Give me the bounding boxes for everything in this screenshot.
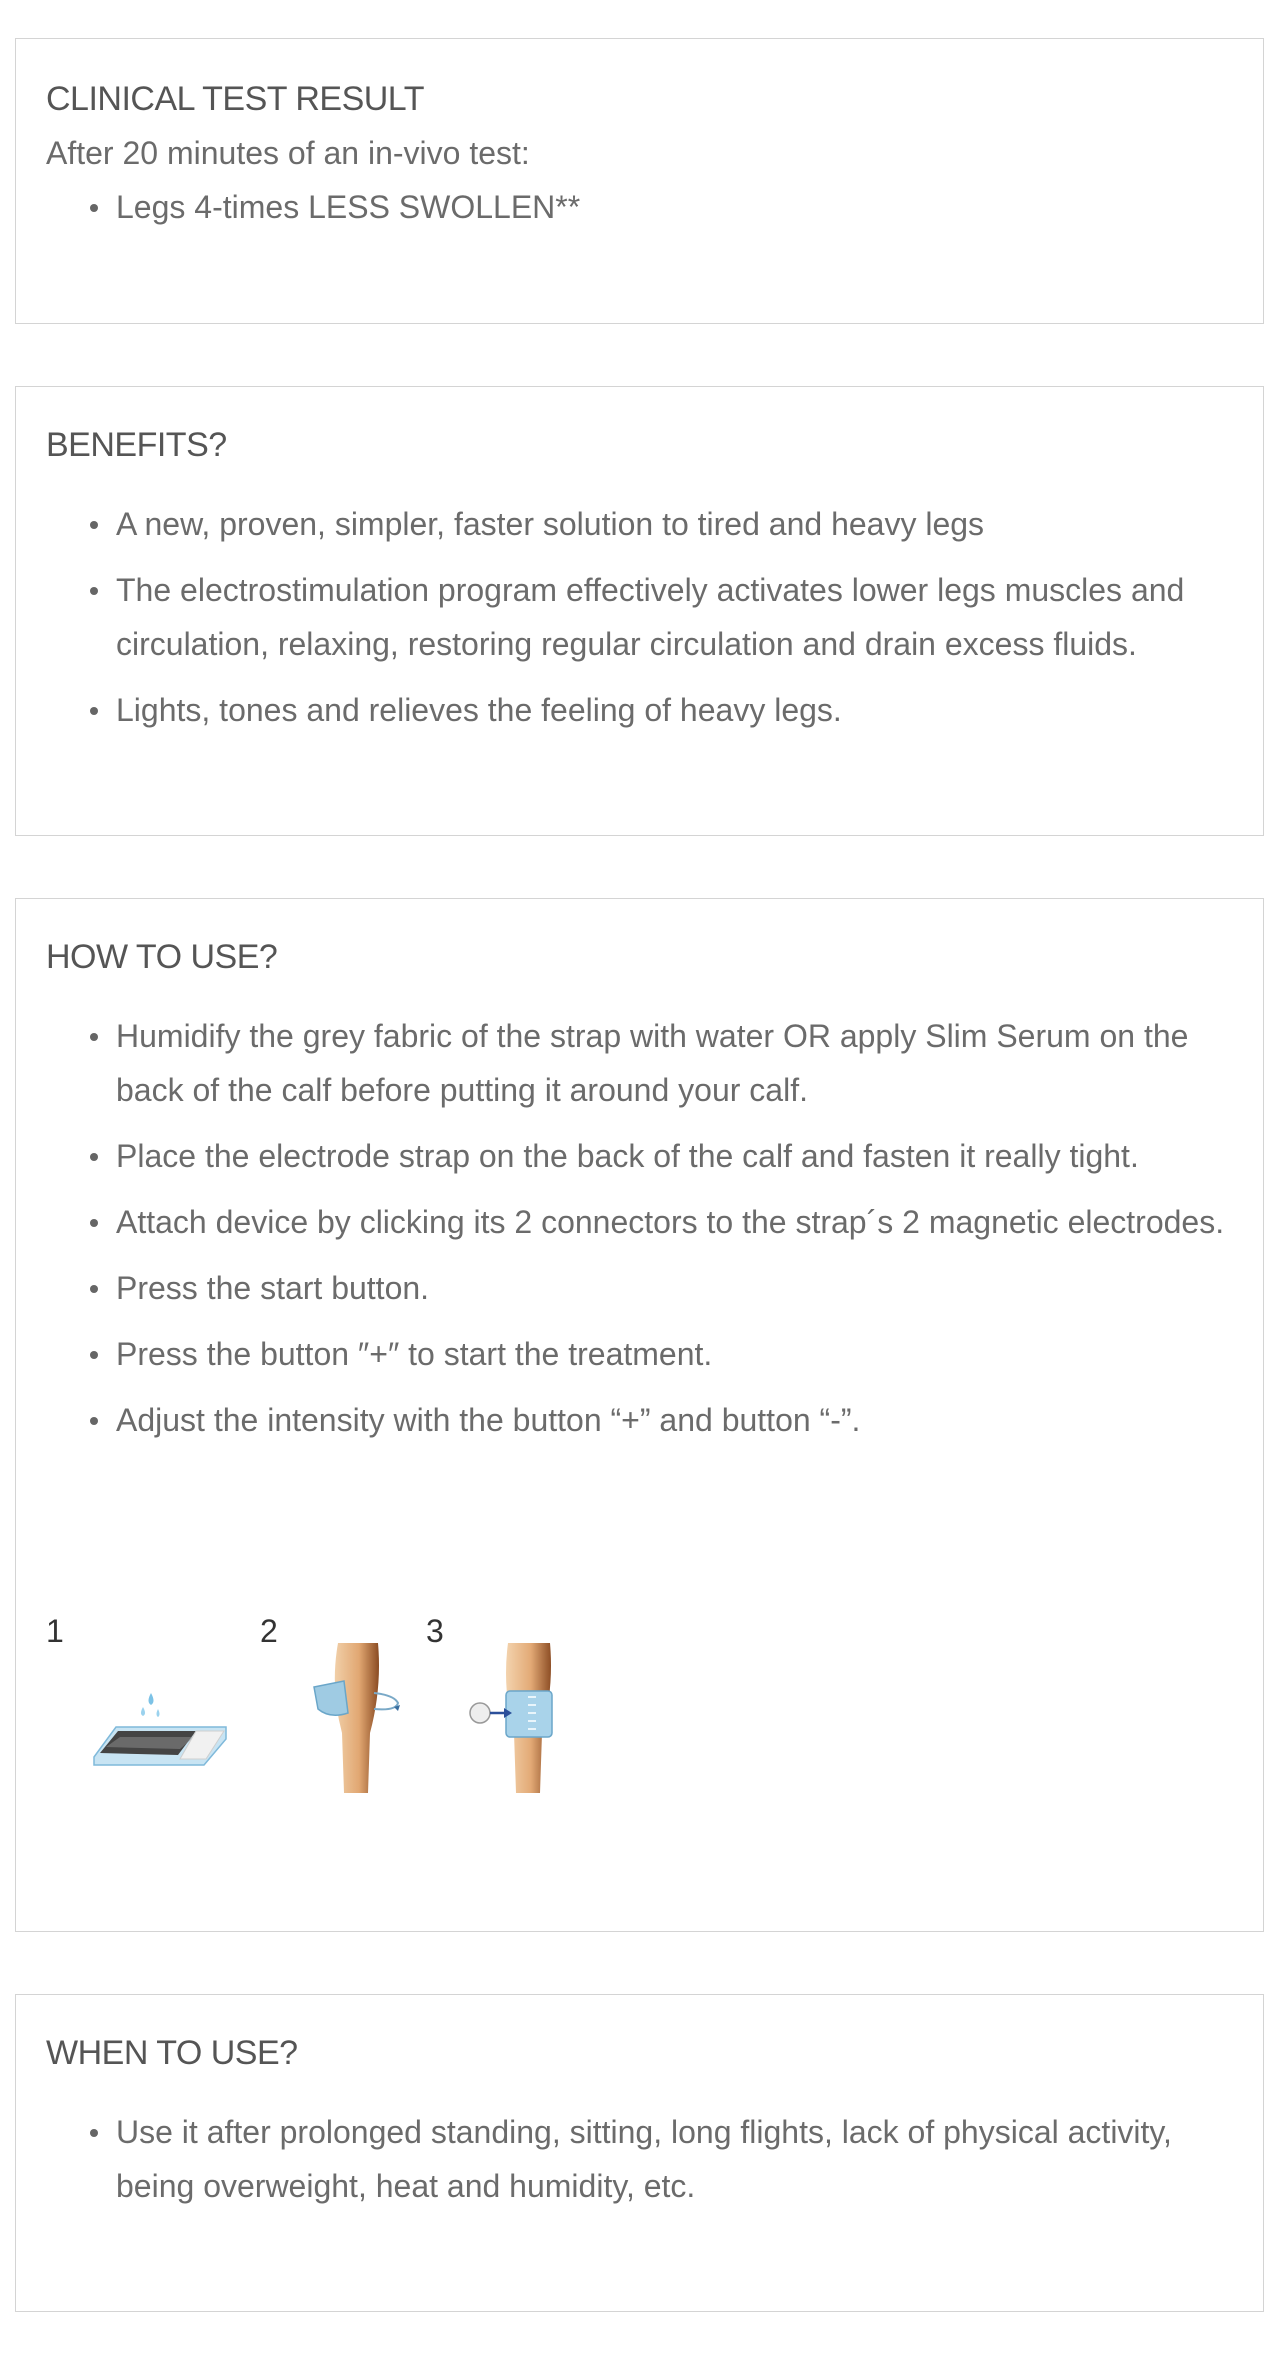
how-to-use-title: HOW TO USE? bbox=[46, 938, 278, 976]
clinical-test-list bbox=[46, 180, 1233, 234]
benefits-list bbox=[46, 497, 1233, 737]
list-item: A new, proven, simpler, faster solution to tired and heavy legs bbox=[116, 497, 1233, 551]
list-item: Use it after prolonged standing, sitting, long flights, lack of physical activity, being overweight, heat and humidity, etc. bbox=[116, 2105, 1233, 2213]
clinical-test-intro: After 20 minutes of an in-vivo test: bbox=[46, 135, 530, 171]
wet-strap-icon bbox=[76, 1665, 246, 1775]
list-item: The electrostimulation program effectively activates lower legs muscles and circulation, relaxing, restoring regular circulation and drain excess fluids. bbox=[116, 563, 1233, 671]
list-item: Attach device by clicking its 2 connectors to the strap´s 2 magnetic electrodes. bbox=[116, 1195, 1233, 1249]
when-to-use-card bbox=[15, 1994, 1264, 2312]
how-to-use-card bbox=[15, 898, 1264, 1932]
when-to-use-title: WHEN TO USE? bbox=[46, 2034, 298, 2072]
benefits-card bbox=[15, 386, 1264, 836]
list-item: Place the electrode strap on the back of the calf and fasten it really tight. bbox=[116, 1129, 1233, 1183]
when-to-use-list bbox=[46, 2105, 1233, 2213]
step-number-2: 2 bbox=[260, 1613, 278, 1649]
device-attach-icon bbox=[466, 1643, 576, 1793]
step-number-3: 3 bbox=[426, 1613, 444, 1649]
step-number-1: 1 bbox=[46, 1613, 64, 1649]
list-item: Humidify the grey fabric of the strap with water OR apply Slim Serum on the back of the calf before putting it around your calf. bbox=[116, 1009, 1233, 1117]
clinical-test-card bbox=[15, 38, 1264, 324]
list-item: Press the start button. bbox=[116, 1261, 1233, 1315]
list-item: Press the button ″+″ to start the treatment. bbox=[116, 1327, 1233, 1381]
benefits-title: BENEFITS? bbox=[46, 426, 227, 464]
list-item: Lights, tones and relieves the feeling of heavy legs. bbox=[116, 683, 1233, 737]
usage-steps-illustration bbox=[46, 1613, 646, 1813]
calf-strap-wrap-icon bbox=[308, 1643, 418, 1793]
clinical-test-title: CLINICAL TEST RESULT bbox=[46, 80, 424, 118]
list-item: Legs 4-times LESS SWOLLEN** bbox=[116, 180, 1233, 234]
how-to-use-list bbox=[46, 1009, 1233, 1447]
list-item: Adjust the intensity with the button “+” and button “-”. bbox=[116, 1393, 1233, 1447]
